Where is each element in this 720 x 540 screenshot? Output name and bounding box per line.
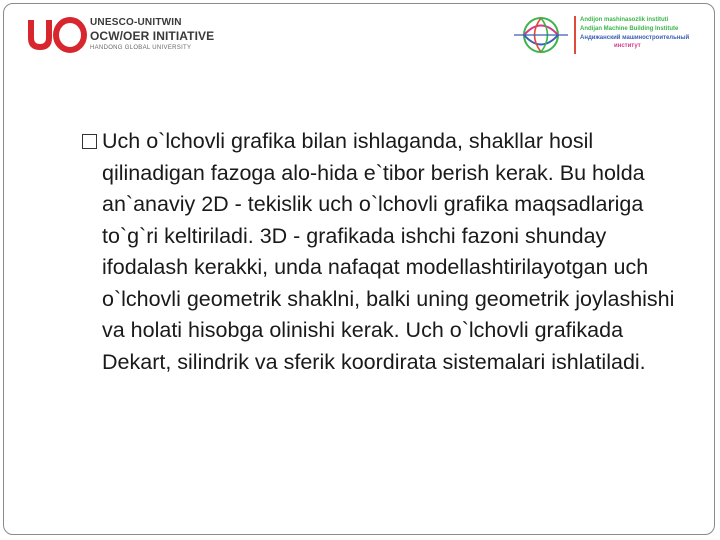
logo-divider bbox=[574, 16, 576, 54]
uo-logo-icon bbox=[24, 14, 88, 56]
logo-line-russian: Андижанский машиностроительный bbox=[580, 35, 690, 41]
paragraph-text: Uch o`lchovli grafika bilan ishlaganda, shakllar hosil qilinadigan fazoga alo-hida e`tibor berish kerak. Bu holda an`anaviy 2D - tekislik uch o`lchovli grafika maqsadlariga to`g`ri keltiriladi. 3D - grafikada ishchi fazoni shunday ifodalash kerakki, unda nafaqat modellashtirilayotgan uch o`lchovli geometrik shaklni, balki uning geometrik joylashishi va holati hisobga olinishi kerak. Uch o`lchovli grafikada Dekart, silindrik va sferik koordirata sistemalari ishlatiladi. bbox=[102, 129, 675, 374]
logo-line-university: HANDONG GLOBAL UNIVERSITY bbox=[90, 45, 192, 51]
andijan-institute-logo bbox=[510, 12, 705, 58]
unesco-unitwin-logo bbox=[24, 14, 224, 56]
institute-emblem-icon bbox=[510, 12, 572, 58]
square-bullet-icon bbox=[82, 134, 97, 149]
logo-line-russian-2: институт bbox=[614, 43, 641, 49]
logo-line-unesco: UNESCO-UNITWIN bbox=[90, 17, 182, 28]
logo-line-ocw: OCW/OER INITIATIVE bbox=[90, 29, 215, 43]
slide-content bbox=[80, 126, 680, 378]
body-paragraph bbox=[80, 126, 680, 378]
logo-line-uzbek: Andijon mashinasozlik instituti bbox=[580, 17, 669, 23]
logo-line-english: Andijan Machine Building Institute bbox=[580, 26, 679, 32]
